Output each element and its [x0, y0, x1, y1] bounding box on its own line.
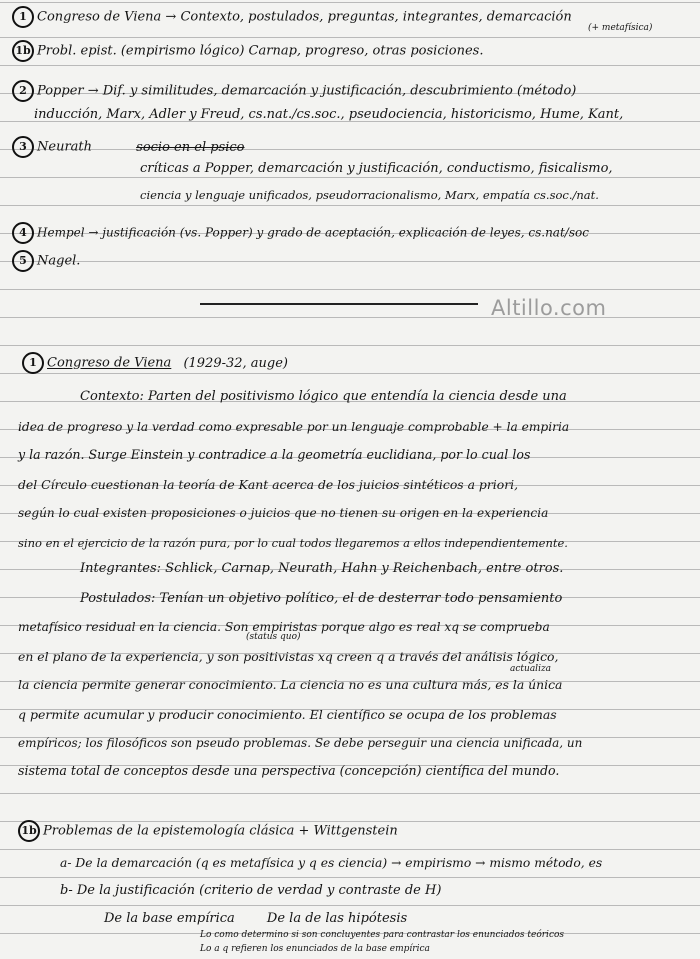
index-line-4: inducción, Marx, Adler y Freud, cs.nat./cs.soc., pseudociencia, historicismo, Hume, Kant, — [34, 107, 624, 122]
section-1b-item-e: Lo a q refieren los enunciados de la base empírica — [200, 944, 430, 954]
section-1b-item-b — [60, 882, 700, 900]
section-1-p3-line-4: la ciencia permite generar conocimiento. La ciencia no es una cultura más, es la única — [18, 677, 563, 692]
index-struck-text: socio en el psico — [136, 139, 245, 155]
section-number-1b: 1b — [18, 820, 40, 842]
item-a-text: De la demarcación (q es metafísica y q es ciencia) → empirismo → mismo método, es — [75, 856, 603, 870]
section-1b-item-d: Lo como determino si son concluyentes para contrastar los enunciados teóricos — [200, 930, 565, 940]
item-c2-text: De la de las hipótesis — [266, 911, 408, 926]
index-note-1: (+ metafísica) — [588, 23, 653, 33]
section-1-p3-line-5: q permite acumular y producir conocimiento. El científico se ocupa de los problemas — [18, 707, 557, 722]
index-text-5: Neurath — [37, 139, 93, 155]
section-1b-item-c — [104, 910, 700, 928]
item-b-label: b- — [60, 883, 73, 898]
item-number-2: 2 — [12, 80, 34, 102]
index-line-2 — [12, 40, 700, 62]
index-line-3 — [12, 80, 700, 102]
section-1-heading — [22, 352, 700, 374]
item-number-1: 1 — [12, 6, 34, 28]
index-text-3: Popper → Dif. y similitudes, demarcación y justificación, descubrimiento (método) — [37, 83, 577, 99]
watermark-text: Altillo.com — [491, 296, 607, 320]
item-number-3: 3 — [12, 136, 34, 158]
section-1-p1-line-4: del Círculo cuestionan la teoría de Kant acerca de los juicios sintéticos a priori, — [18, 477, 519, 492]
index-line-7: ciencia y lenguaje unificados, pseudorracionalismo, Marx, empatía cs.soc./nat. — [140, 188, 599, 202]
item-c1-text: De la base empírica — [104, 911, 235, 926]
index-line-8 — [12, 222, 700, 244]
index-line-5 — [12, 136, 700, 158]
section-1b-heading — [18, 820, 700, 842]
item-a-label: a- — [60, 856, 72, 870]
section-1-p3-line-6: empíricos; los filosóficos son pseudo problemas. Se debe perseguir una ciencia unificada, un — [18, 736, 583, 750]
section-number-1: 1 — [22, 352, 44, 374]
section-1-p1-line-3: y la razón. Surge Einstein y contradice a la geometría euclidiana, por lo cual los — [18, 447, 531, 462]
section-1-p1-line-5: según lo cual existen proposiciones o juicios que no tienen su origen en la experiencia — [18, 506, 549, 520]
section-1-p1-line-2: idea de progreso y la verdad como expresable por un lenguaje comprobable + la empiria — [18, 420, 570, 434]
section-1-p3-line-2: metafísico residual en la ciencia. Son empiristas porque algo es real xq se comprueba — [18, 620, 550, 634]
section-1-p3-note-2: actualiza — [510, 664, 552, 674]
section-1-title-note: (1929-32, auge) — [183, 355, 289, 371]
section-1-p1-line-6: sino en el ejercicio de la razón pura, por lo cual todos llegaremos a ellos independientemente. — [18, 536, 568, 550]
section-1-p1-line-1: Contexto: Parten del positivismo lógico que entendía la ciencia desde una — [80, 389, 567, 404]
section-1b-title: Problemas de la epistemología clásica + Wittgenstein — [43, 823, 398, 839]
section-1-p3-line-3: en el plano de la experiencia, y son positivistas xq creen q a través del análisis lógico, — [18, 649, 559, 664]
index-text-1: Congreso de Viena → Contexto, postulados, preguntas, integrantes, demarcación — [37, 9, 572, 25]
item-number-4: 4 — [12, 222, 34, 244]
section-divider — [200, 303, 478, 305]
index-line-6: críticas a Popper, demarcación y justificación, conductismo, fisicalismo, — [140, 161, 613, 176]
item-b-text: De la justificación (criterio de verdad y contraste de H) — [76, 883, 442, 898]
index-line-9 — [12, 250, 700, 272]
section-1-p3-line-1: Postulados: Tenían un objetivo político, el de desterrar todo pensamiento — [80, 591, 563, 606]
index-text-9: Nagel. — [37, 253, 81, 269]
section-1-title: Congreso de Viena — [47, 355, 172, 371]
section-1-p3-line-7: sistema total de conceptos desde una perspectiva (concepción) científica del mundo. — [18, 763, 560, 778]
item-number-5: 5 — [12, 250, 34, 272]
index-text-8: Hempel → justificación (vs. Popper) y grado de aceptación, explicación de leyes, cs.nat/soc — [37, 225, 589, 240]
section-1b-item-a — [60, 854, 700, 872]
section-1-p3-note-1: (status quo) — [246, 632, 301, 642]
section-1-integrantes: Integrantes: Schlick, Carnap, Neurath, Hahn y Reichenbach, entre otros. — [80, 561, 564, 576]
item-number-1b: 1b — [12, 40, 34, 62]
index-text-2: Probl. epist. (empirismo lógico) Carnap, progreso, otras posiciones. — [37, 43, 484, 59]
